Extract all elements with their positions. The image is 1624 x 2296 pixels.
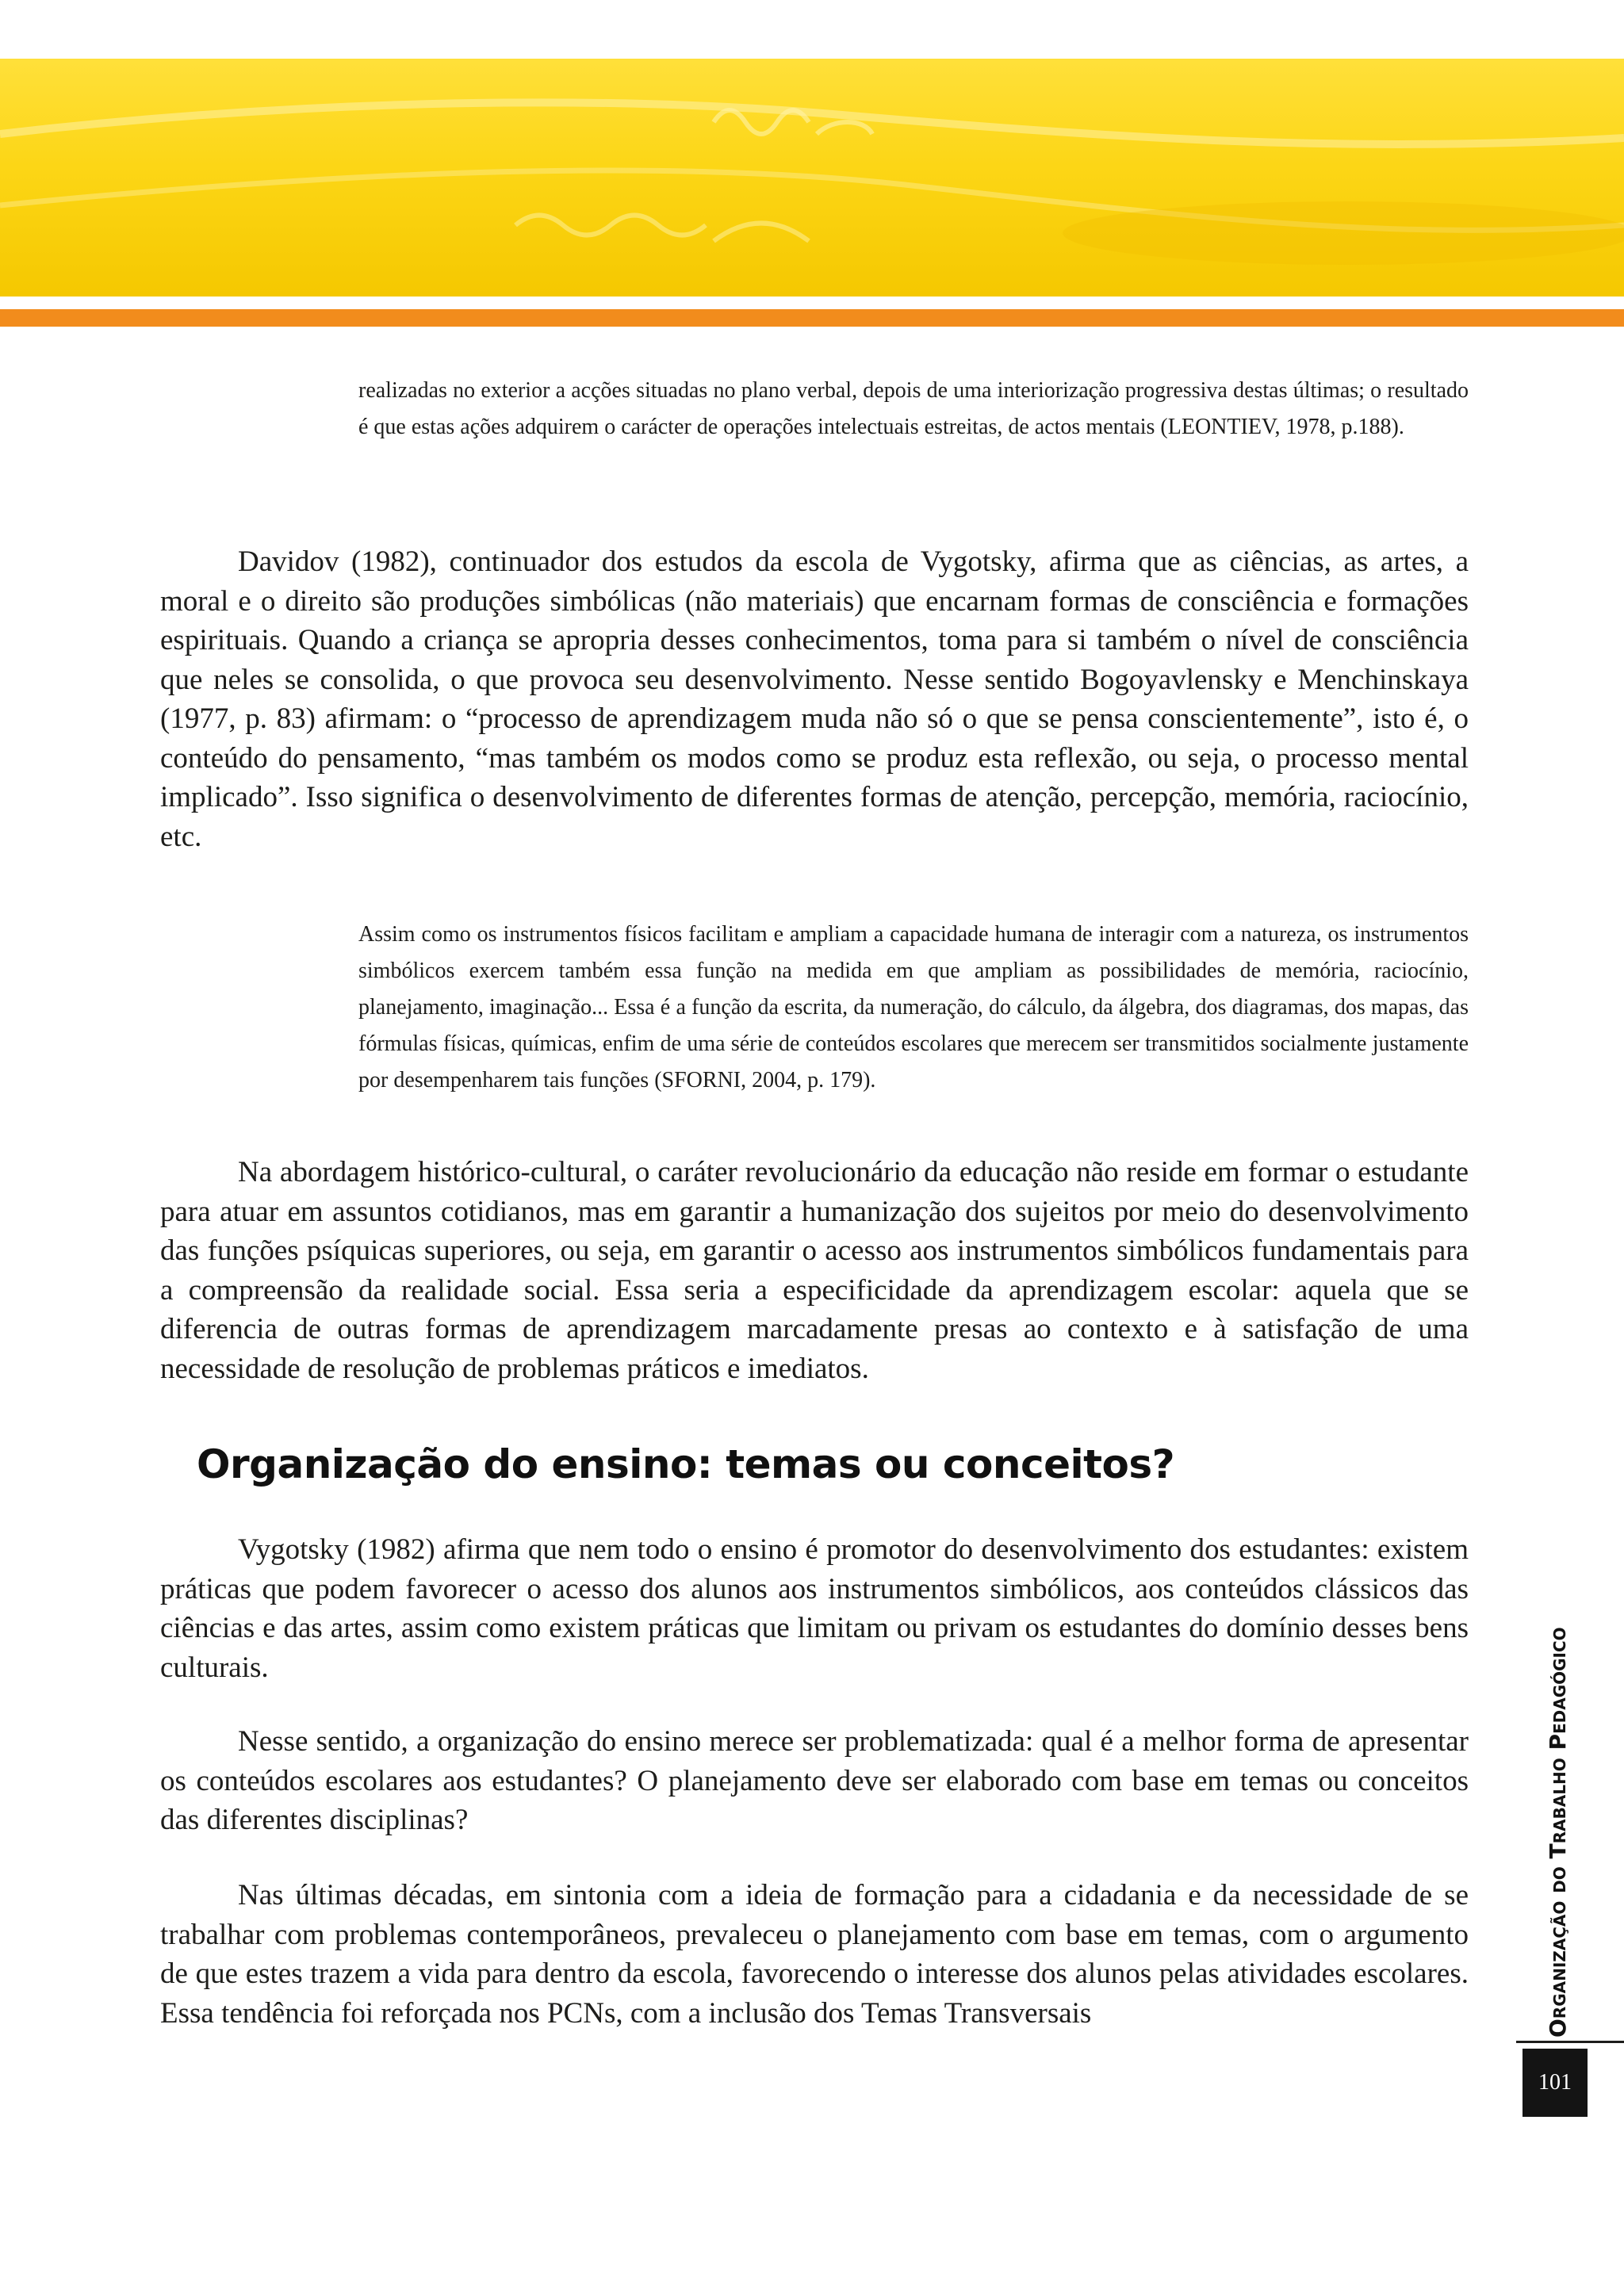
orange-divider-rule xyxy=(0,309,1624,327)
paragraph-historico-cultural: Na abordagem histórico-cultural, o caráter revolucionário da educação não reside em formar o estudante para atuar em assuntos cotidianos, mas em garantir a humanização dos sujeitos por meio do desenvolvimento das funções psíquicas superiores, ou seja, em garantir o acesso aos instrumentos simbólicos fundamentais para a compreensão da realidade social. Essa seria a especificidade da aprendizagem escolar: aquela que se diferencia de outras formas de aprendizagem marcadamente presas ao contexto e à satisfação de uma necessidade de resolução de problemas práticos e imediatos. xyxy=(160,1156,1469,1385)
section-heading: Organização do ensino: temas ou conceitos? xyxy=(197,1441,1175,1487)
blockquote-sforni: Assim como os instrumentos físicos facilitam e ampliam a capacidade humana de interagir com a natureza, os instrumentos simbólicos exercem também essa função na medida em que ampliam as possibilidades de memória, raciocínio, planejamento, imaginação... Essa é a função da escrita, da numeração, do cálculo, da álgebra, dos diagramas, dos mapas, das fórmulas físicas, químicas, enfim de uma série de conteúdos escolares que merecem ser transmitidos socialmente justamente por desempenharem tais funções (SFORNI, 2004, p. 179). xyxy=(358,922,1469,1093)
header-banner xyxy=(0,59,1624,297)
side-divider-rule xyxy=(1516,2041,1624,2043)
banner-script-decoration xyxy=(0,59,1624,297)
paragraph-vygotsky: Vygotsky (1982) afirma que nem todo o ensino é promotor do desenvolvimento dos estudantes: existem práticas que podem favorecer o acesso dos alunos aos instrumentos simbólicos, aos conteúdos clássicos das ciências e das artes, assim como existem práticas que limitam ou privam os estudantes do domínio desses bens culturais. xyxy=(160,1533,1469,1684)
paragraph-davidov: Davidov (1982), continuador dos estudos da escola de Vygotsky, afirma que as ciências, as artes, a moral e o direito são produções simbólicas (não materiais) que encarnam formas de consciência e formações espirituais. Quando a criança se apropria desses conhecimentos, toma para si também o nível de consciência que neles se consolida, o que provoca seu desenvolvimento. Nesse sentido Bogoyavlensky e Menchinskaya (1977, p. 83) afirmam: o “processo de aprendizagem muda não só o que se pensa conscientemente”, isto é, o conteúdo do pensamento, “mas também os modos como se produz esta reflexão, ou seja, o processo mental implicado”. Isso significa o desenvolvimento de diferentes formas de atenção, percepção, memória, raciocínio, etc. xyxy=(160,545,1469,853)
vertical-section-label: Organização do Trabalho Pedagógico xyxy=(1545,1627,1571,2038)
paragraph-organizacao: Nesse sentido, a organização do ensino merece ser problematizada: qual é a melhor forma de apresentar os conteúdos escolares aos estudantes? O planejamento deve ser elaborado com base em temas ou conceitos das diferentes disciplinas? xyxy=(160,1725,1469,1836)
paragraph-ultimas-decadas: Nas últimas décadas, em sintonia com a ideia de formação para a cidadania e da necessidade de se trabalhar com problemas contemporâneos, prevaleceu o planejamento com base em temas, com o argumento de que estes trazem a vida para dentro da escola, favorecendo o interesse dos alunos pelas atividades escolares. Essa tendência foi reforçada nos PCNs, com a inclusão dos Temas Transversais xyxy=(160,1879,1469,2030)
blockquote-leontiev: realizadas no exterior a acções situadas no plano verbal, depois de uma interiorização progressiva destas últimas; o resultado é que estas ações adquirem o carácter de operações intelectuais estreitas, de actos mentais (LEONTIEV, 1978, p.188). xyxy=(358,378,1469,439)
page-number: 101 xyxy=(1522,2049,1588,2117)
